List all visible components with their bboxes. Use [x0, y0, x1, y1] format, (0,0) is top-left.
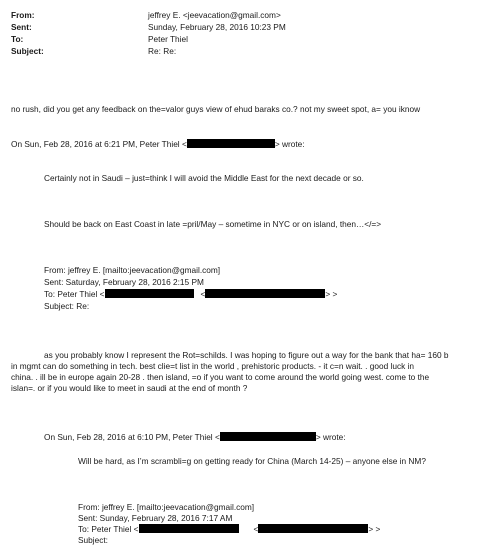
forward-2-to-mid: < [253, 524, 259, 534]
redacted-email-2 [105, 289, 194, 298]
forward-1-sent: Sent: Saturday, February 28, 2016 2:15 PM [44, 277, 204, 287]
forward-2-to [78, 524, 380, 534]
paragraph-3-line-2: in mgmt can do something in tech. best clie=t list in the world , prehistoric products. - it c=n wait. . good luck in [11, 361, 415, 371]
to-label: To: [11, 34, 24, 44]
sent-label: Sent: [11, 22, 32, 32]
forward-2-from: From: jeffrey E. [mailto:jeevacation@gmail.com] [78, 502, 255, 512]
quote-header-2-prefix: On Sun, Feb 28, 2016 at 6:10 PM, Peter Thiel < [44, 432, 220, 442]
quote-header-1-suffix: > wrote: [274, 139, 305, 149]
redacted-email-5 [139, 524, 239, 533]
quote-header-2 [44, 432, 346, 442]
redacted-email-1 [187, 139, 275, 148]
quote-2-paragraph: Will be hard, as I’m scrambli=g on getting ready for China (March 14-25) – anyone else in NM? [78, 456, 426, 466]
subject-label: Subject: [11, 46, 44, 56]
quote-header-2-suffix: > wrote: [315, 432, 346, 442]
forward-2-to-suffix: > > [368, 524, 381, 534]
from-label: From: [11, 10, 35, 20]
forward-2-sent: Sent: Sunday, February 28, 2016 7:17 AM [78, 513, 233, 523]
redacted-email-4 [220, 432, 316, 441]
reply-line: no rush, did you get any feedback on the=valor guys view of ehud baraks co.? not my sweet spot, a= you iknow [11, 104, 421, 114]
to-value: Peter Thiel [148, 34, 188, 44]
forward-2-subject: Subject: [78, 535, 108, 545]
forward-1-to-mid: < [200, 289, 206, 299]
quote-header-1 [11, 139, 305, 149]
forward-1-to [44, 289, 337, 299]
subject-value: Re: Re: [148, 46, 177, 56]
quote-1-paragraph-1: Certainly not in Saudi – just=think I will avoid the Middle East for the next decade or so. [44, 173, 364, 183]
quote-1-paragraph-2: Should be back on East Coast in late =pril/May – sometime in NYC or on island, then…</=> [44, 219, 382, 229]
paragraph-3-line-1: as you probably know I represent the Rot=schilds. I was hoping to figure out a way for the bank that ha= 160 b [44, 350, 449, 360]
forward-1-subject: Subject: Re: [44, 301, 90, 311]
forward-1-to-prefix: To: Peter Thiel < [44, 289, 105, 299]
paragraph-3-line-4: islan=. or if you would like to meet in saudi at the end of month ? [11, 383, 248, 393]
redacted-email-3 [205, 289, 325, 298]
paragraph-3-line-3: china. . ill be in europe again 20-28 . then island, =o if you want to come around the world going west. come to the [11, 372, 430, 382]
sent-value: Sunday, February 28, 2016 10:23 PM [148, 22, 286, 32]
quote-header-1-prefix: On Sun, Feb 28, 2016 at 6:21 PM, Peter Thiel < [11, 139, 187, 149]
forward-1-from: From: jeffrey E. [mailto:jeevacation@gmail.com] [44, 265, 221, 275]
redacted-email-6 [258, 524, 368, 533]
forward-2-to-prefix: To: Peter Thiel < [78, 524, 139, 534]
forward-1-to-suffix: > > [325, 289, 338, 299]
from-value: jeffrey E. <jeevacation@gmail.com> [148, 10, 281, 20]
